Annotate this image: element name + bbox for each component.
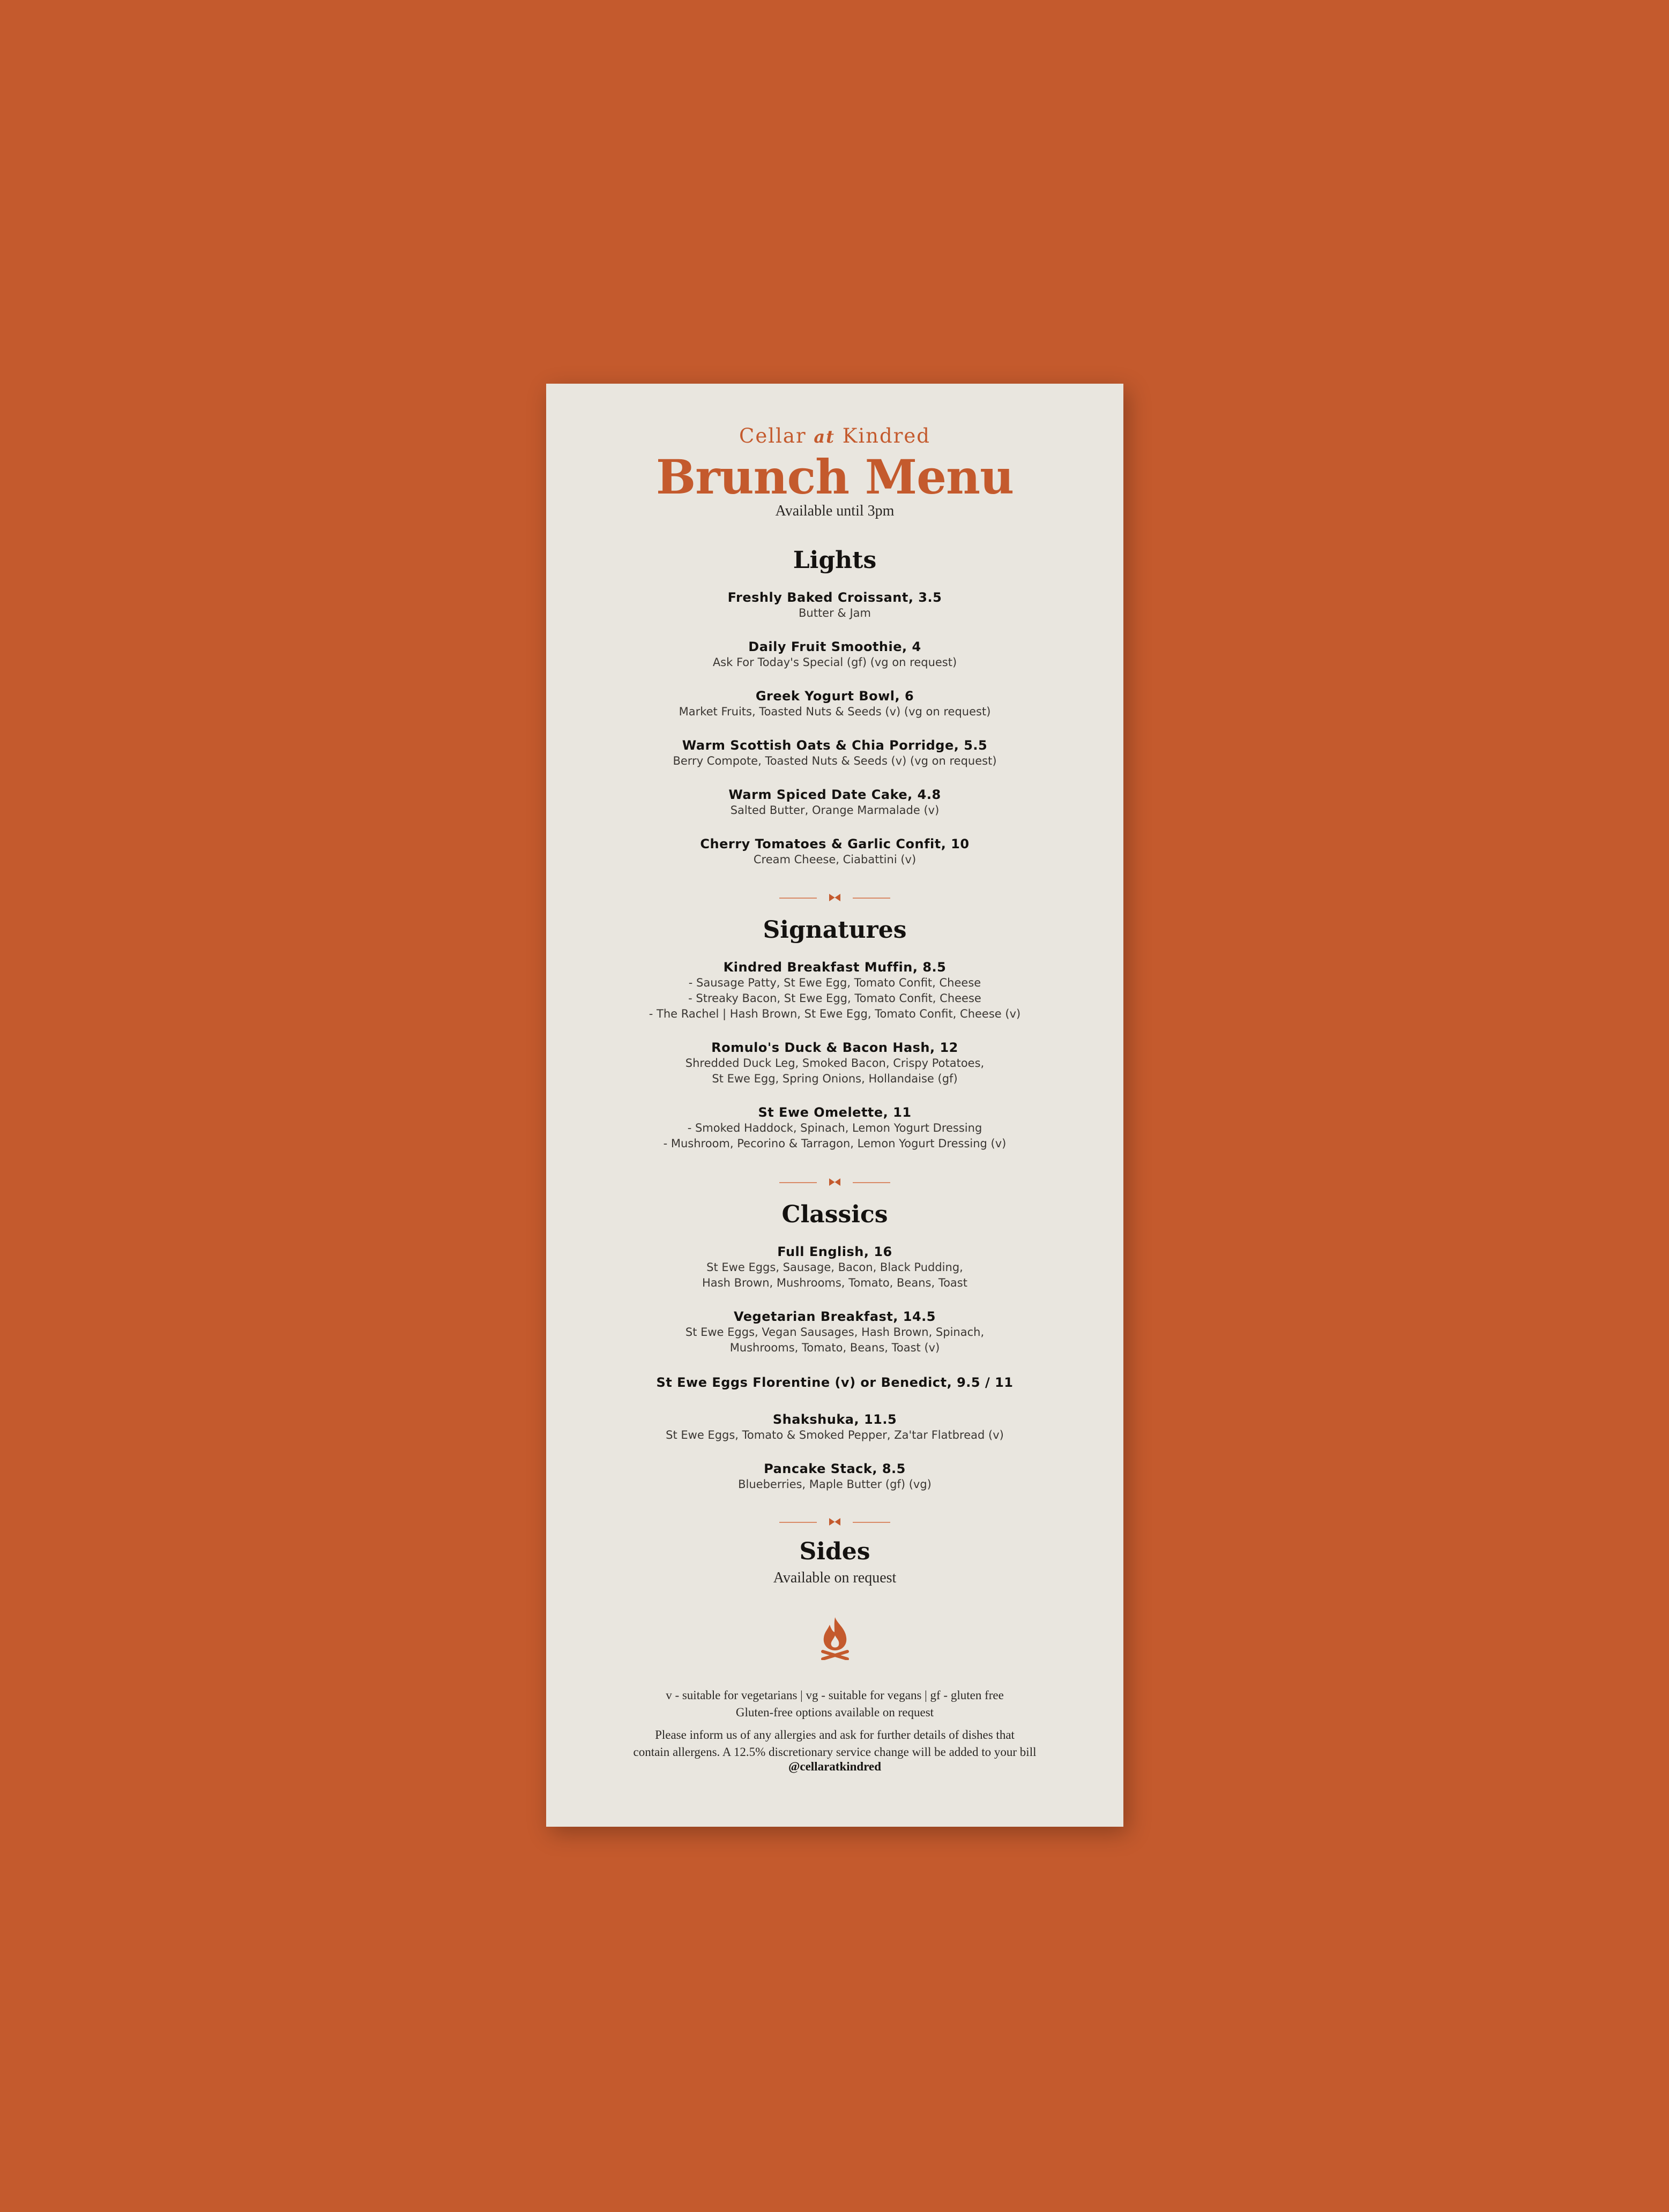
section-title-classics: Classics — [781, 1201, 888, 1228]
social-handle: @cellaratkindred — [788, 1760, 882, 1773]
menu-item-desc: - Streaky Bacon, St Ewe Egg, Tomato Confit, Cheese — [688, 992, 981, 1005]
menu-item-desc: Hash Brown, Mushrooms, Tomato, Beans, Toast — [702, 1276, 967, 1289]
section-divider — [546, 1516, 1123, 1527]
menu-item-desc: St Ewe Eggs, Tomato & Smoked Pepper, Za'tar Flatbread (v) — [666, 1429, 1004, 1441]
menu-item-name: Freshly Baked Croissant, 3.5 — [727, 590, 942, 605]
section-title-signatures: Signatures — [763, 916, 907, 944]
menu-item-desc: Cream Cheese, Ciabattini (v) — [753, 853, 917, 866]
menu-item-desc: - Smoked Haddock, Spinach, Lemon Yogurt Dressing — [687, 1122, 982, 1134]
sides-subtitle: Available on request — [773, 1570, 897, 1586]
menu-item-desc: - The Rachel | Hash Brown, St Ewe Egg, Tomato Confit, Cheese (v) — [649, 1007, 1021, 1020]
menu-item-desc: Shredded Duck Leg, Smoked Bacon, Crispy Potatoes, — [685, 1057, 985, 1070]
menu-item-name: Warm Spiced Date Cake, 4.8 — [728, 787, 941, 802]
menu-card — [546, 384, 1123, 1827]
menu-item-name: Romulo's Duck & Bacon Hash, 12 — [711, 1040, 958, 1055]
menu-item-desc: St Ewe Egg, Spring Onions, Hollandaise (gf) — [712, 1072, 958, 1085]
menu-item-name: Cherry Tomatoes & Garlic Confit, 10 — [700, 836, 970, 851]
menu-item-desc: Berry Compote, Toasted Nuts & Seeds (v) (vg on request) — [673, 754, 997, 767]
menu-item-desc: Salted Butter, Orange Marmalade (v) — [730, 804, 940, 817]
menu-item-name: Greek Yogurt Bowl, 6 — [755, 689, 914, 704]
menu-item-name: Warm Scottish Oats & Chia Porridge, 5.5 — [682, 738, 988, 753]
section-divider — [546, 892, 1123, 903]
allergy-note-line-1: Please inform us of any allergies and ask for further details of dishes that — [655, 1728, 1015, 1742]
menu-item-desc: Ask For Today's Special (gf) (vg on request) — [712, 656, 957, 669]
page-title: Brunch Menu — [655, 449, 1014, 505]
gluten-note: Gluten-free options available on request — [735, 1706, 934, 1719]
availability-text: Available until 3pm — [775, 503, 895, 519]
ornament-icon — [828, 1177, 841, 1187]
menu-item-desc: St Ewe Eggs, Sausage, Bacon, Black Pudding, — [706, 1261, 963, 1274]
brand-last: Kindred — [842, 424, 930, 447]
menu-item-desc: Blueberries, Maple Butter (gf) (vg) — [738, 1478, 932, 1491]
menu-item-desc: - Sausage Patty, St Ewe Egg, Tomato Confit, Cheese — [688, 976, 981, 989]
menu-item-desc: St Ewe Eggs, Vegan Sausages, Hash Brown, Spinach, — [685, 1326, 985, 1339]
menu-item-name: Vegetarian Breakfast, 14.5 — [733, 1309, 936, 1324]
brand-at: at — [814, 427, 835, 447]
menu-item-name: Kindred Breakfast Muffin, 8.5 — [723, 960, 947, 975]
menu-item-name: Shakshuka, 11.5 — [772, 1412, 897, 1427]
section-divider — [546, 1177, 1123, 1187]
menu-item-name: Pancake Stack, 8.5 — [764, 1461, 906, 1476]
ornament-icon — [828, 1516, 841, 1527]
allergy-note-line-2: contain allergens. A 12.5% discretionary service change will be added to your bill — [633, 1745, 1037, 1759]
flame-icon — [818, 1616, 852, 1660]
menu-item-name: Full English, 16 — [777, 1244, 892, 1259]
menu-item-desc: Mushrooms, Tomato, Beans, Toast (v) — [729, 1341, 940, 1354]
menu-item-desc: Market Fruits, Toasted Nuts & Seeds (v) (vg on request) — [679, 705, 991, 718]
dietary-key: v - suitable for vegetarians | vg - suitable for vegans | gf - gluten free — [666, 1688, 1004, 1702]
menu-item-name: St Ewe Eggs Florentine (v) or Benedict, 9.5 / 11 — [656, 1375, 1014, 1390]
section-title-sides: Sides — [799, 1538, 870, 1565]
menu-item-desc: - Mushroom, Pecorino & Tarragon, Lemon Yogurt Dressing (v) — [663, 1137, 1007, 1150]
menu-item-name: St Ewe Omelette, 11 — [758, 1105, 912, 1120]
section-title-lights: Lights — [793, 547, 877, 574]
brand-first: Cellar — [739, 424, 807, 447]
ornament-icon — [828, 892, 841, 903]
brand-logo — [546, 424, 1123, 447]
menu-item-desc: Butter & Jam — [799, 607, 871, 619]
menu-item-name: Daily Fruit Smoothie, 4 — [748, 639, 921, 654]
